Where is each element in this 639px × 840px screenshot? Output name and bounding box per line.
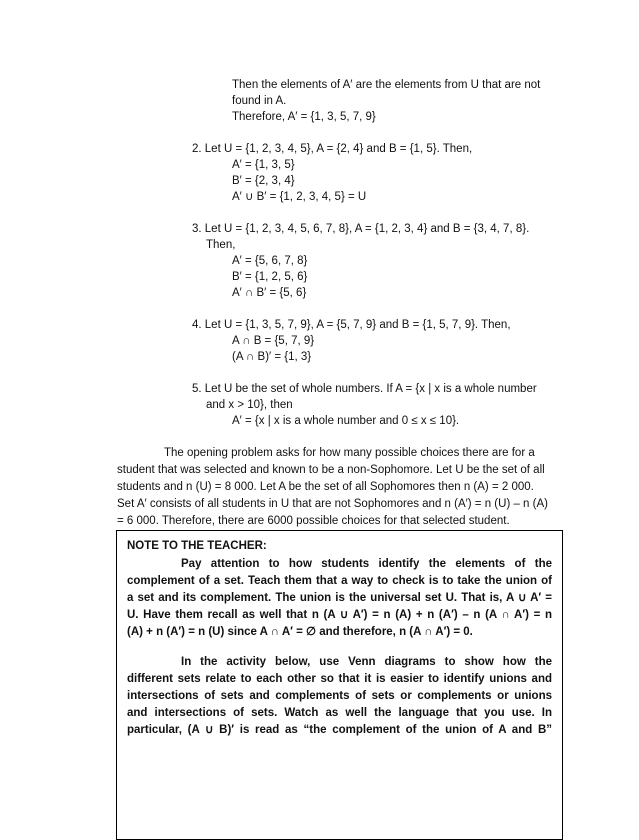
item5-intro: 5. Let U be the set of whole numbers. If A = {x | x is a whole number [192,383,537,395]
teacher-note-p2-line4: and intersections of sets. Watch as well the language that you use. In [127,707,552,719]
item3-step1: A′ = {5, 6, 7, 8} [232,255,308,267]
paragraph-line2: student that was selected and known to be a non-Sophomore. Let U be the set of all [117,464,545,476]
item4-step2: (A ∩ B)′ = {1, 3} [232,351,312,363]
item1-line2: found in A. [232,95,287,107]
item4-step1: A ∩ B = {5, 7, 9} [232,335,315,347]
teacher-note-p2-line2: different sets relate to each other so that it is easier to identify unions and [127,673,552,685]
item2-step1: A′ = {1, 3, 5} [232,159,295,171]
paragraph-line1: The opening problem asks for how many possible choices there are for a [164,447,535,459]
teacher-note-p2-line3: intersections of sets and complements of sets or complements or unions [127,690,552,702]
teacher-note-p1-line4: U. Have them recall as well that n (A ∪ A′) = n (A) + n (A′) – n (A ∩ A′) = n [127,609,552,621]
item2-step3: A′ ∪ B′ = {1, 2, 3, 4, 5} = U [232,191,367,203]
paragraph-line3: students and n (U) = 8 000. Let A be the set of all Sophomores then n (A) = 2 000. [117,481,534,493]
teacher-note-p1-line3: a set and its complement. The union is the universal set U. That is, A ∪ A′ = [127,592,552,604]
teacher-note-p1-line5: (A) + n (A′) = n (U) since A ∩ A′ = ∅ and therefore, n (A ∩ A′) = 0. [127,626,473,638]
item3-intro: 3. Let U = {1, 2, 3, 4, 5, 6, 7, 8}, A = {1, 2, 3, 4} and B = {3, 4, 7, 8}. [192,223,530,235]
teacher-note-p2-line1: In the activity below, use Venn diagrams to show how the [181,656,552,668]
item4-intro: 4. Let U = {1, 3, 5, 7, 9}, A = {5, 7, 9} and B = {1, 5, 7, 9}. Then, [192,319,511,331]
teacher-note-title: NOTE TO THE TEACHER: [127,540,267,552]
item5-intro2: and x > 10}, then [206,399,293,411]
item2-step2: B′ = {2, 3, 4} [232,175,295,187]
item2-intro: 2. Let U = {1, 2, 3, 4, 5}, A = {2, 4} and B = {1, 5}. Then, [192,143,473,155]
item1-line3: Therefore, A′ = {1, 3, 5, 7, 9} [232,111,376,123]
teacher-note-p2-line5: particular, (A ∪ B)′ is read as “the complement of the union of A and B” [127,724,552,736]
teacher-note-p1-line2: complement of a set. Teach them that a way to check is to take the union of [127,575,552,587]
item3-intro2: Then, [206,239,236,251]
paragraph-line4: Set A′ consists of all students in U that are not Sophomores and n (A′) = n (U) – n (A) [117,498,548,510]
item3-step2: B′ = {1, 2, 5, 6} [232,271,308,283]
paragraph-line5: = 6 000. Therefore, there are 6000 possible choices for that selected student. [117,515,510,527]
teacher-note-box [116,530,563,840]
teacher-note-p1-line1: Pay attention to how students identify the elements of the [181,558,552,570]
item5-step1: A′ = {x | x is a whole number and 0 ≤ x ≤ 10}. [232,415,460,427]
item3-step3: A′ ∩ B′ = {5, 6} [232,287,307,299]
item1-line1: Then the elements of A′ are the elements from U that are not [232,79,541,91]
